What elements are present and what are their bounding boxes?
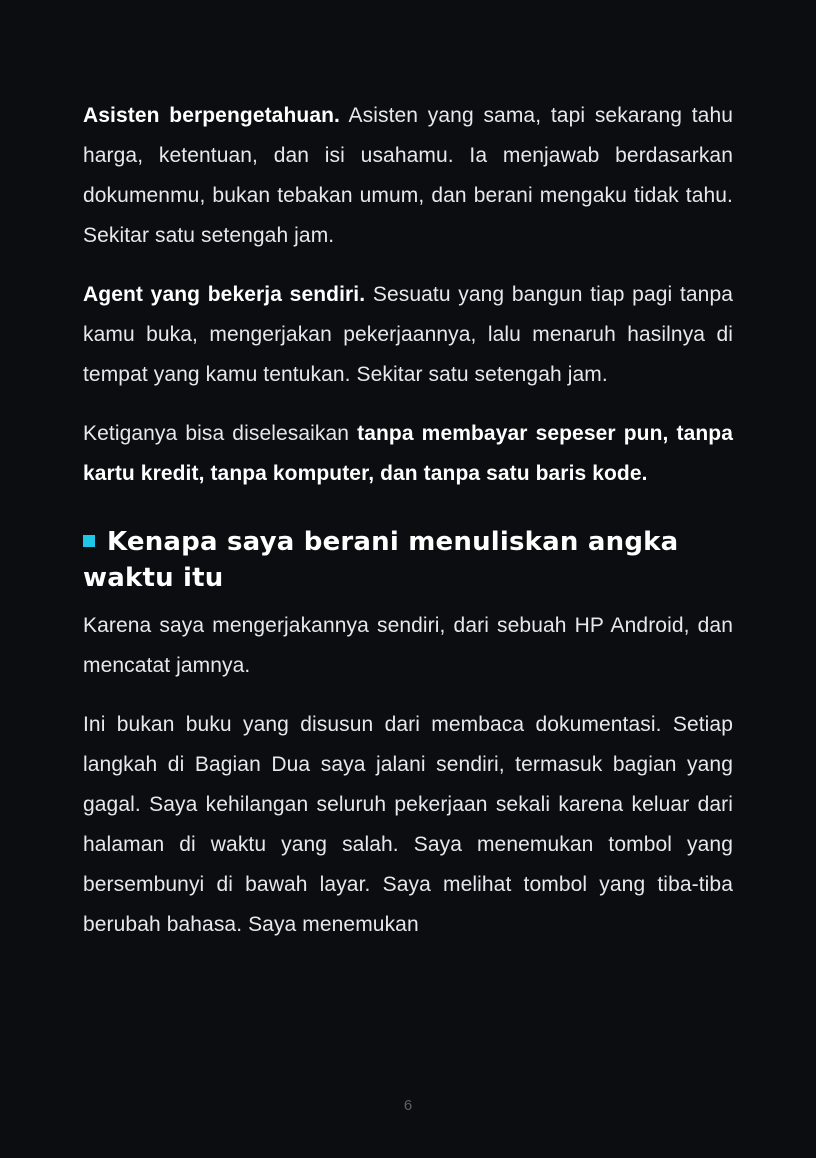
paragraph-intro: Ketiganya bisa diselesaikan: [83, 422, 358, 445]
page-number: 6: [403, 1097, 413, 1114]
paragraph-reason: Karena saya mengerjakannya sendiri, dari sebuah HP Android, dan mencatat jamnya.: [83, 614, 733, 677]
section-heading: [83, 524, 733, 596]
paragraph-body: Sesuatu yang bangun tiap pagi tanpa kamu buka, mengerjakan pekerjaannya, lalu menaruh hasilnya di tempat yang kamu tentukan. Sekitar satu setengah jam.: [83, 283, 733, 386]
section-heading-text: Kenapa saya berani menuliskan angka waktu itu: [83, 527, 679, 593]
square-bullet-icon: [83, 535, 95, 547]
paragraph-experience: Ini bukan buku yang disusun dari membaca dokumentasi. Setiap langkah di Bagian Dua saya jalani sendiri, termasuk bagian yang gagal. Saya kehilangan seluruh pekerjaan sekali karena keluar dari halaman di waktu yang salah. Saya menemukan tombol yang bersembunyi di bawah layar. Saya melihat tombol yang tiba-tiba berubah bahasa. Saya menemukan: [83, 713, 733, 936]
page-content: [83, 96, 733, 964]
paragraph-knowledge-assistant: [83, 96, 733, 256]
paragraph-lead: Asisten berpengetahuan.: [83, 104, 340, 127]
paragraph-autonomous-agent: [83, 275, 733, 395]
paragraph-lead: Agent yang bekerja sendiri.: [83, 283, 366, 306]
paragraph-no-cost: [83, 414, 733, 494]
paragraph-body: Asisten yang sama, tapi sekarang tahu harga, ketentuan, dan isi usahamu. Ia menjawab berdasarkan dokumenmu, bukan tebakan umum, dan berani mengaku tidak tahu. Sekitar satu setengah jam.: [83, 104, 733, 247]
paragraph-emphasis: tanpa membayar sepeser pun, tanpa kartu kredit, tanpa komputer, dan tanpa satu baris kode.: [83, 422, 733, 485]
